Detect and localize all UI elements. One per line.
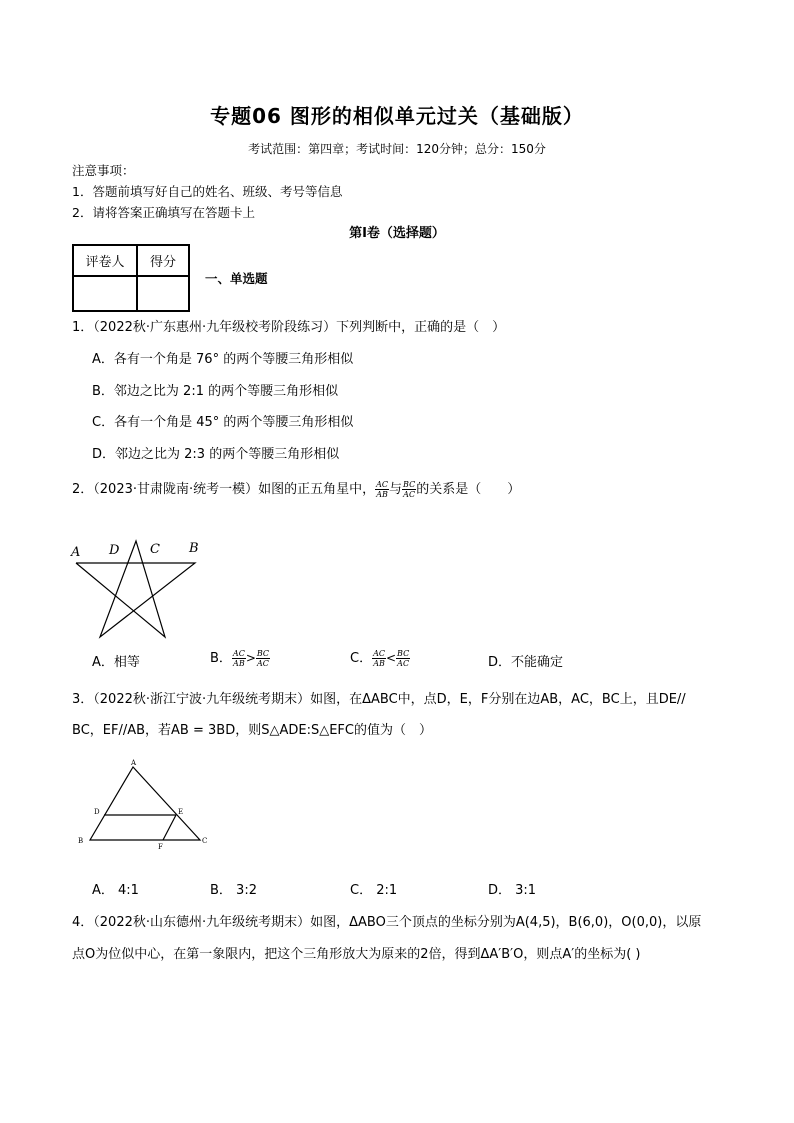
volume-title: 第I卷（选择题） bbox=[349, 226, 445, 241]
question-3-stem-line2: BC，EF//AB，若AB = 3BD，则S△ADE:S△EFC的值为（ ） bbox=[72, 723, 432, 738]
notice-heading: 注意事项： bbox=[72, 163, 135, 178]
question-3-option-d[interactable]: D． 3:1 bbox=[488, 883, 537, 898]
question-2-option-a[interactable]: A．相等 bbox=[92, 655, 140, 670]
point-label-a: A bbox=[131, 759, 137, 767]
point-label-a: A bbox=[71, 545, 81, 560]
score-table bbox=[72, 244, 190, 312]
point-label-f: F bbox=[158, 843, 163, 851]
question-3-stem-line1: 3．（2022秋·浙江宁波·九年级统考期末）如图，在ΔABC中，点D，E，F分别在边AB，AC，BC上，且DE// bbox=[72, 692, 686, 707]
question-1-option-b[interactable]: B．邻边之比为 2:1 的两个等腰三角形相似 bbox=[92, 384, 339, 399]
score-cell[interactable] bbox=[137, 276, 189, 311]
score-table-score-header: 得分 bbox=[137, 245, 189, 276]
question-2-option-d[interactable]: D．不能确定 bbox=[488, 655, 564, 670]
fraction-ac-ab: $\frac{AC}{AB}$ bbox=[376, 480, 389, 499]
point-label-d: D bbox=[94, 808, 100, 816]
grader-cell[interactable] bbox=[73, 276, 137, 311]
question-1-option-a[interactable]: A．各有一个角是 76° 的两个等腰三角形相似 bbox=[92, 352, 354, 367]
question-3-option-c[interactable]: C． 2:1 bbox=[350, 883, 398, 898]
question-4-stem-line2: 点O为位似中心，在第一象限内，把这个三角形放大为原来的2倍，得到ΔA′B′O，则点A′的坐标为( ) bbox=[72, 947, 641, 962]
point-label-b: B bbox=[189, 541, 199, 556]
triangle-figure bbox=[74, 756, 214, 854]
fraction-bc-ac: $\frac{BC}{AC}$ bbox=[403, 480, 416, 499]
question-1-option-c[interactable]: C．各有一个角是 45° 的两个等腰三角形相似 bbox=[92, 415, 354, 430]
notice-item: 2．请将答案正确填写在答题卡上 bbox=[72, 205, 255, 220]
question-1-option-d[interactable]: D．邻边之比为 2:3 的两个等腰三角形相似 bbox=[92, 447, 340, 462]
point-label-c: C bbox=[202, 837, 208, 845]
question-4-stem-line1: 4．（2022秋·山东德州·九年级统考期末）如图，ΔABO三个顶点的坐标分别为A(4,5)，B(6,0)，O(0,0)，以原 bbox=[72, 915, 702, 930]
page-title: 专题06 图形的相似单元过关（基础版） bbox=[210, 104, 584, 128]
question-3-option-a[interactable]: A． 4:1 bbox=[92, 883, 139, 898]
point-label-b: B bbox=[78, 837, 84, 845]
question-2-option-c[interactable]: C． $\frac{AC}{AB}$ < $\frac{BC}{AC}$ bbox=[350, 649, 410, 668]
score-table-grader-header: 评卷人 bbox=[73, 245, 137, 276]
exam-info: 考试范围：第四章；考试时间：120分钟；总分：150分 bbox=[248, 142, 546, 156]
part-title: 一、单选题 bbox=[205, 271, 268, 286]
question-2-stem bbox=[72, 478, 520, 499]
question-3-option-b[interactable]: B． 3:2 bbox=[210, 883, 257, 898]
question-1-stem: 1．（2022秋·广东惠州·九年级校考阶段练习）下列判断中，正确的是（ ） bbox=[72, 320, 506, 335]
question-2-stem-b: 与 bbox=[389, 482, 403, 497]
question-2-option-b[interactable]: B． $\frac{AC}{AB}$ > $\frac{BC}{AC}$ bbox=[210, 649, 270, 668]
notice-item: 1．答题前填写好自己的姓名、班级、考号等信息 bbox=[72, 184, 343, 199]
point-label-d: D bbox=[109, 543, 120, 558]
point-label-c: C bbox=[150, 542, 160, 557]
question-2-stem-a: 2．（2023·甘肃陇南·统考一模）如图的正五角星中， bbox=[72, 482, 376, 497]
point-label-e: E bbox=[178, 808, 184, 816]
pentagram-figure bbox=[66, 535, 216, 650]
question-2-stem-c: 的关系是（ ） bbox=[416, 482, 521, 497]
